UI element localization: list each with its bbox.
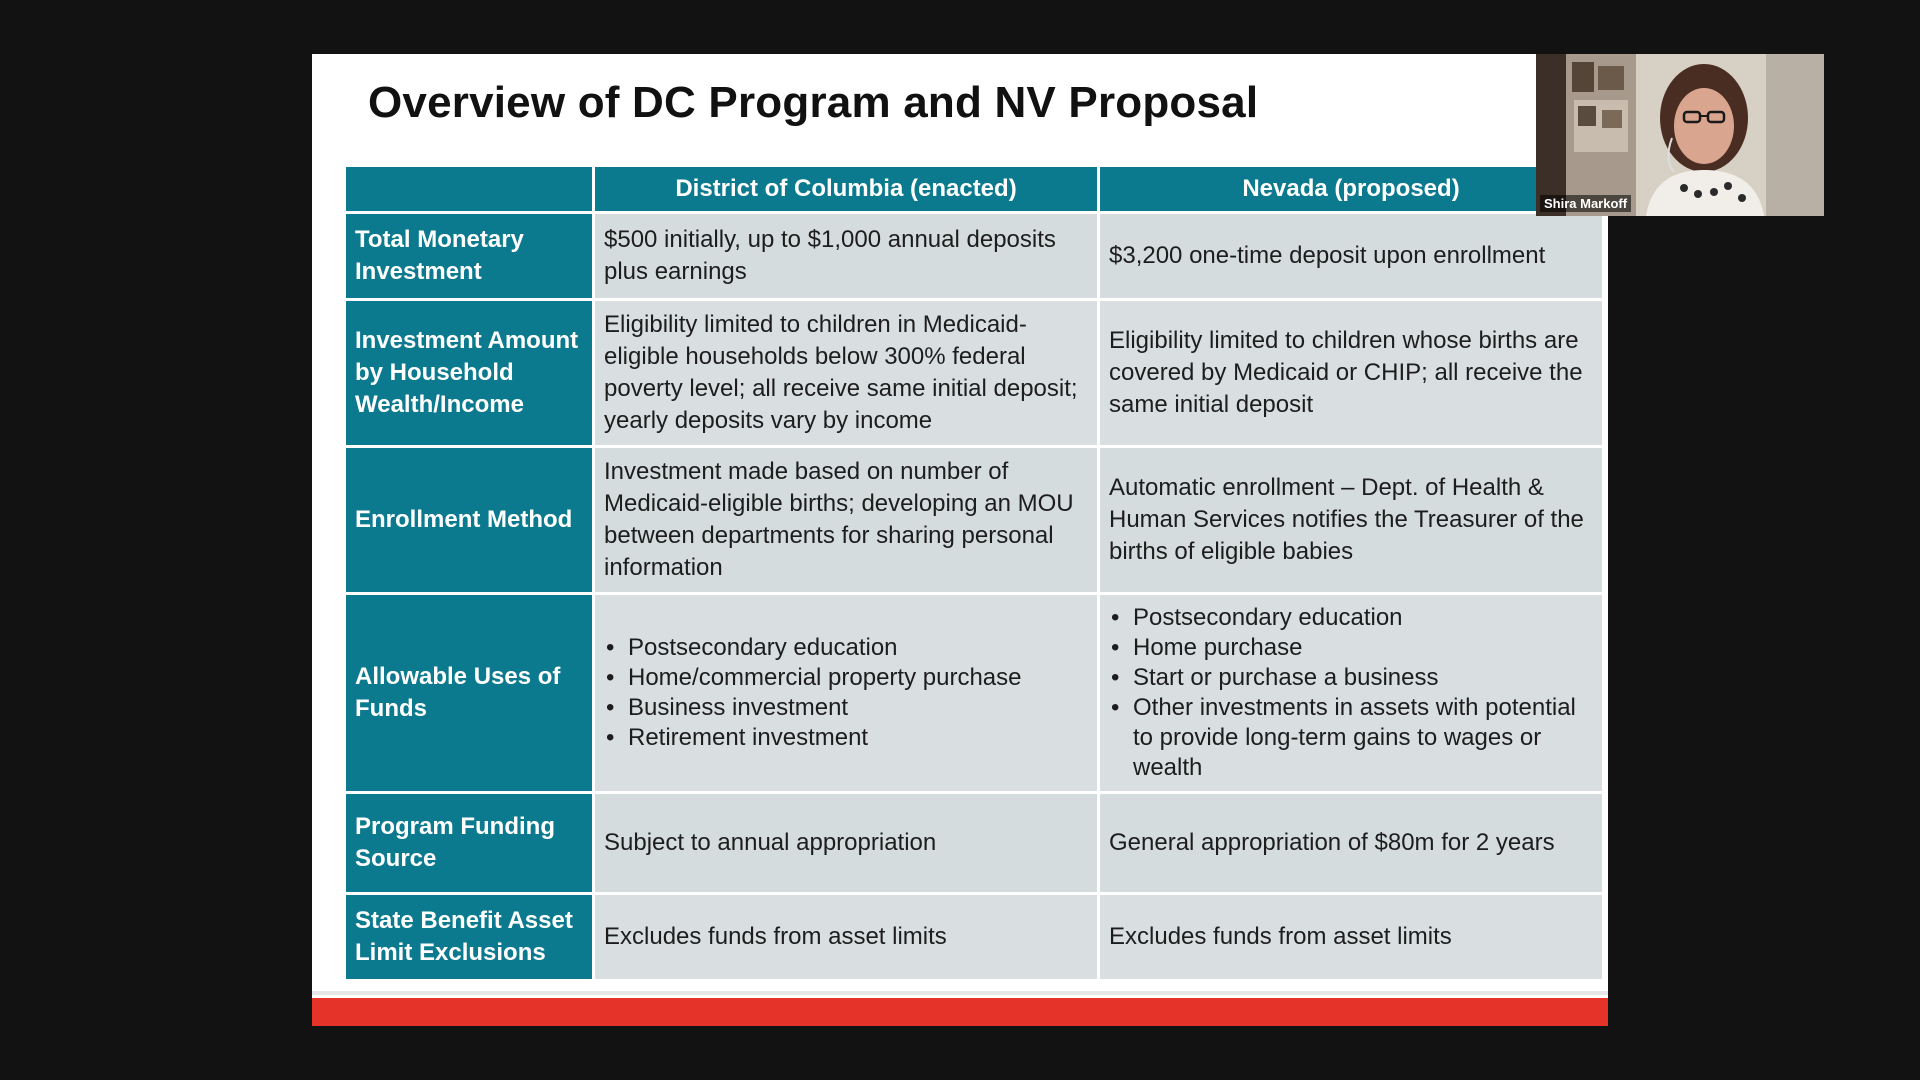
table-row [346,301,1602,445]
row-label: Enrollment Method [346,448,592,592]
row-label: Allowable Uses of Funds [346,595,592,791]
dc-cell: Eligibility limited to children in Medicaid-eligible households below 300% federal poverty level; all receive same initial deposit; yearly deposits vary by income [595,301,1097,445]
participant-video-image [1536,54,1824,216]
nv-cell: $3,200 one-time deposit upon enrollment [1100,214,1602,298]
nv-cell: General appropriation of $80m for 2 years [1100,794,1602,892]
row-label: Investment Amount by Household Wealth/Income [346,301,592,445]
list-item: • Start or purchase a business [1109,663,1593,693]
table-header-nv: Nevada (proposed) [1100,167,1602,211]
dc-cell: $500 initially, up to $1,000 annual deposits plus earnings [595,214,1097,298]
list-item: • Business investment [604,693,1088,723]
nv-cell: Excludes funds from asset limits [1100,895,1602,979]
table-row [346,895,1602,979]
table-header-row [346,167,1602,211]
dc-cell: Investment made based on number of Medicaid-eligible births; developing an MOU between departments for sharing personal information [595,448,1097,592]
nv-cell: Eligibility limited to children whose births are covered by Medicaid or CHIP; all receive the same initial deposit [1100,301,1602,445]
comparison-table [343,164,1605,982]
slide-title: Overview of DC Program and NV Proposal [368,78,1259,127]
list-item: • Postsecondary education [604,633,1088,663]
table-row [346,595,1602,791]
shared-slide [312,54,1608,1026]
table-row [346,794,1602,892]
list-item: • Postsecondary education [1109,603,1593,633]
list-item: • Retirement investment [604,723,1088,753]
dc-cell: Excludes funds from asset limits [595,895,1097,979]
participant-name-label: Shira Markoff [1540,195,1631,212]
nv-cell [1100,595,1602,791]
dc-cell [595,595,1097,791]
dc-uses-list [604,633,1088,753]
row-label: Program Funding Source [346,794,592,892]
slide-footer-divider [312,991,1608,995]
table-row [346,214,1602,298]
participant-video-tile[interactable] [1536,54,1824,216]
dc-cell: Subject to annual appropriation [595,794,1097,892]
slide-footer-bar [312,998,1608,1026]
list-item: • Other investments in assets with potential to provide long-term gains to wages or wealth [1109,693,1593,783]
row-label: State Benefit Asset Limit Exclusions [346,895,592,979]
table-header-blank [346,167,592,211]
row-label: Total Monetary Investment [346,214,592,298]
table-row [346,448,1602,592]
nv-cell: Automatic enrollment – Dept. of Health & Human Services notifies the Treasurer of the births of eligible babies [1100,448,1602,592]
nv-uses-list [1109,603,1593,783]
list-item: • Home/commercial property purchase [604,663,1088,693]
list-item: • Home purchase [1109,633,1593,663]
table-header-dc: District of Columbia (enacted) [595,167,1097,211]
